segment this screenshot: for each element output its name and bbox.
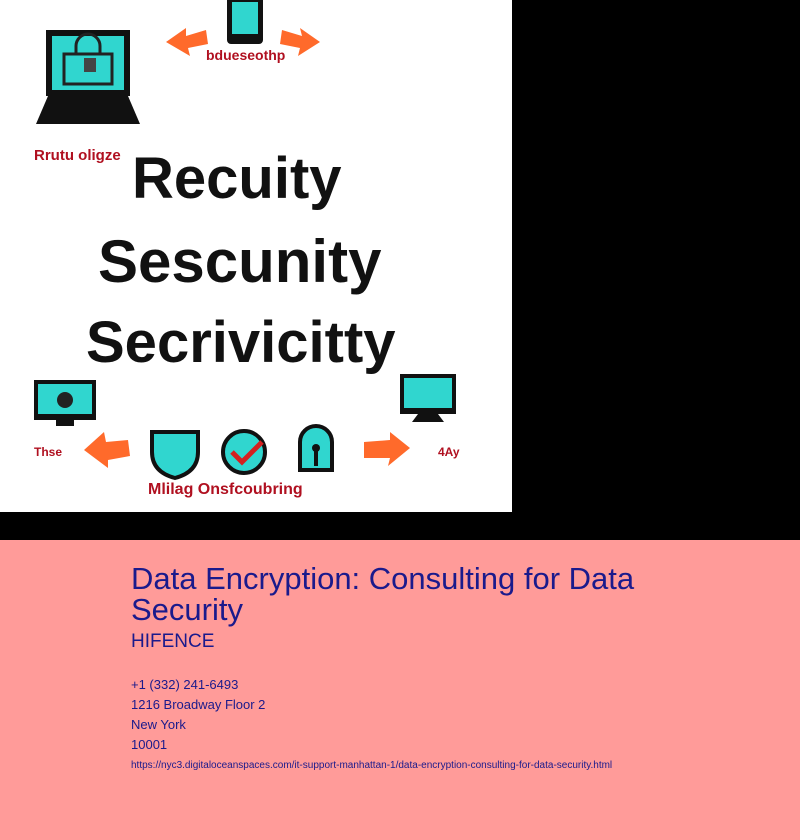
lock-icon xyxy=(300,426,332,470)
bottom-label: Mlilag Onsfcoubring xyxy=(148,481,303,498)
heading-sescunity: Sescunity xyxy=(98,228,382,295)
street-address: 1216 Broadway Floor 2 xyxy=(131,697,266,712)
security-illustration xyxy=(0,0,512,512)
left-label: Rrutu oligze xyxy=(34,147,121,164)
small-left-label: Thse xyxy=(34,445,63,459)
page-title: Data Encryption: Consulting for Data Security xyxy=(131,561,635,627)
phone-icon xyxy=(227,0,263,44)
top-label: bdueseothp xyxy=(206,47,286,63)
heading-secrivicitty: Secrivicitty xyxy=(86,310,396,375)
laptop-lock-icon xyxy=(36,30,140,124)
check-circle-icon xyxy=(223,431,265,473)
desktop-icon xyxy=(400,374,456,422)
page-url-link[interactable]: https://nyc3.digitaloceanspaces.com/it-support-manhattan-1/data-encryption-consulting-for-data-security.html xyxy=(131,760,613,771)
zip-code: 10001 xyxy=(131,737,168,752)
heading-recuity: Recuity xyxy=(132,146,342,211)
phone-number[interactable]: +1 (332) 241-6493 xyxy=(131,677,239,692)
hero-image xyxy=(0,0,512,512)
city: New York xyxy=(131,717,186,732)
company-name: HIFENCE xyxy=(131,631,215,652)
monitor-icon xyxy=(34,380,96,426)
business-card xyxy=(0,540,800,840)
arrow-right-icon xyxy=(280,28,320,56)
arrow-bottom-left-icon xyxy=(84,432,130,468)
arrow-left-icon xyxy=(166,28,208,56)
arrow-bottom-right-icon xyxy=(364,432,410,466)
small-right-label: 4Ay xyxy=(438,445,460,459)
shield-icon xyxy=(152,432,198,478)
